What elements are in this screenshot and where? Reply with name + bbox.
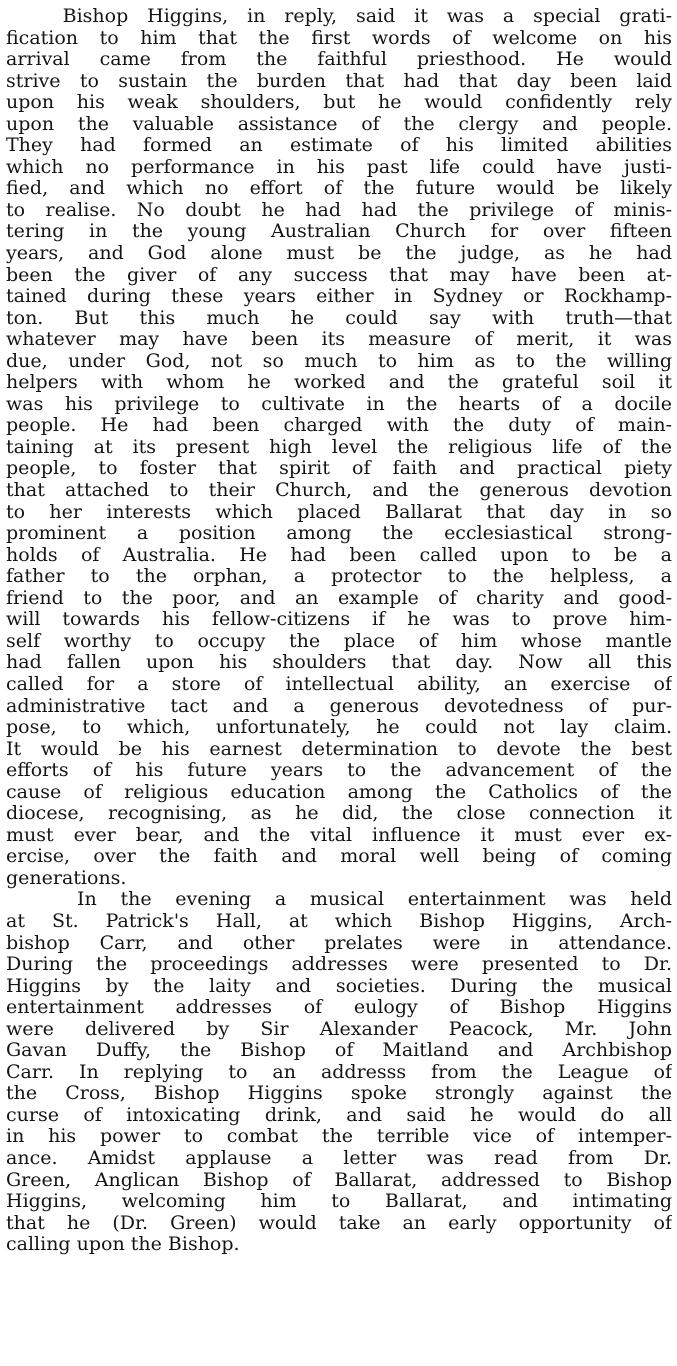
text-line: in his power to combat the terrible vice of intemper- [6,1126,672,1148]
text-line: was his privilege to cultivate in the hearts of a docile [6,393,672,415]
text-line: upon his weak shoulders, but he would confidently rely [6,92,672,114]
paragraph-evening-entertainment [6,889,677,1255]
text-line: people. He had been charged with the duty of main- [6,415,672,437]
text-line: Carr. In replying to an addresss from the League of [6,1061,672,1083]
paragraph-bishop-reply [6,6,677,889]
text-line: called for a store of intellectual ability, an exercise of [6,673,672,695]
text-line: the Cross, Bishop Higgins spoke strongly against the [6,1083,672,1105]
text-line: In the evening a musical entertainment was held [6,889,672,911]
text-line: prominent a position among the ecclesiastical strong- [6,523,672,545]
text-line: diocese, recognising, as he did, the close connection it [6,803,672,825]
text-line: They had formed an estimate of his limited abilities [6,135,672,157]
text-line: due, under God, not so much to him as to the willing [6,350,672,372]
text-line: must ever bear, and the vital influence it must ever ex- [6,824,672,846]
text-line: pose, to which, unfortunately, he could not lay claim. [6,717,672,739]
text-line: were delivered by Sir Alexander Peacock, Mr. John [6,1018,672,1040]
text-line: cause of religious education among the Catholics of the [6,781,672,803]
text-line: ercise, over the faith and moral well being of coming [6,846,672,868]
text-line: at St. Patrick's Hall, at which Bishop Higgins, Arch- [6,910,672,932]
text-line: that he (Dr. Green) would take an early opportunity of [6,1212,672,1234]
text-line: taining at its present high level the religious life of the [6,436,672,458]
text-line: father to the orphan, a protector to the helpless, a [6,566,672,588]
text-line: Higgins, welcoming him to Ballarat, and intimating [6,1191,672,1213]
text-line: strive to sustain the burden that had that day been laid [6,70,672,92]
text-line: tering in the young Australian Church for over fifteen [6,221,672,243]
text-line: generations. [6,867,127,889]
text-line: holds of Australia. He had been called upon to be a [6,544,672,566]
text-line: ance. Amidst applause a letter was read from Dr. [6,1147,672,1169]
text-line: whatever may have been its measure of merit, it was [6,329,672,351]
text-line: to her interests which placed Ballarat that day in so [6,501,672,523]
text-line: entertainment addresses of eulogy of Bishop Higgins [6,997,672,1019]
text-line: ton. But this much he could say with truth—that [6,307,672,329]
text-line: been the giver of any success that may have been at- [6,264,672,286]
text-line: friend to the poor, and an example of charity and good- [6,587,672,609]
text-line: to realise. No doubt he had had the privilege of minis- [6,199,672,221]
text-line: helpers with whom he worked and the grateful soil it [6,372,672,394]
text-line: tained during these years either in Sydney or Rockhamp- [6,286,672,308]
text-line: Green, Anglican Bishop of Ballarat, addressed to Bishop [6,1169,672,1191]
text-line: During the proceedings addresses were presented to Dr. [6,954,672,976]
text-line: Bishop Higgins, in reply, said it was a special grati- [6,6,672,27]
text-line: efforts of his future years to the advancement of the [6,760,672,782]
text-line: that attached to their Church, and the generous devotion [6,480,672,502]
text-line: Higgins by the laity and societies. During the musical [6,975,672,997]
text-line: arrival came from the faithful priesthood. He would [6,49,672,71]
text-line: upon the valuable assistance of the clergy and people. [6,113,672,135]
text-line: calling upon the Bishop. [6,1234,240,1256]
text-line: people, to foster that spirit of faith and practical piety [6,458,672,480]
text-line: self worthy to occupy the place of him whose mantle [6,630,672,652]
text-line: fied, and which no effort of the future would be likely [6,178,672,200]
text-line: fication to him that the first words of welcome on his [6,27,672,49]
text-line: years, and God alone must be the judge, as he had [6,243,672,265]
text-line: will towards his fellow-citizens if he was to prove him- [6,609,672,631]
text-line: It would be his earnest determination to devote the best [6,738,672,760]
text-line: curse of intoxicating drink, and said he would do all [6,1104,672,1126]
text-line: had fallen upon his shoulders that day. Now all this [6,652,672,674]
text-line: Gavan Duffy, the Bishop of Maitland and Archbishop [6,1040,672,1062]
text-line: which no performance in his past life could have justi- [6,156,672,178]
text-line: administrative tact and a generous devotedness of pur- [6,695,672,717]
text-line: bishop Carr, and other prelates were in attendance. [6,932,672,954]
